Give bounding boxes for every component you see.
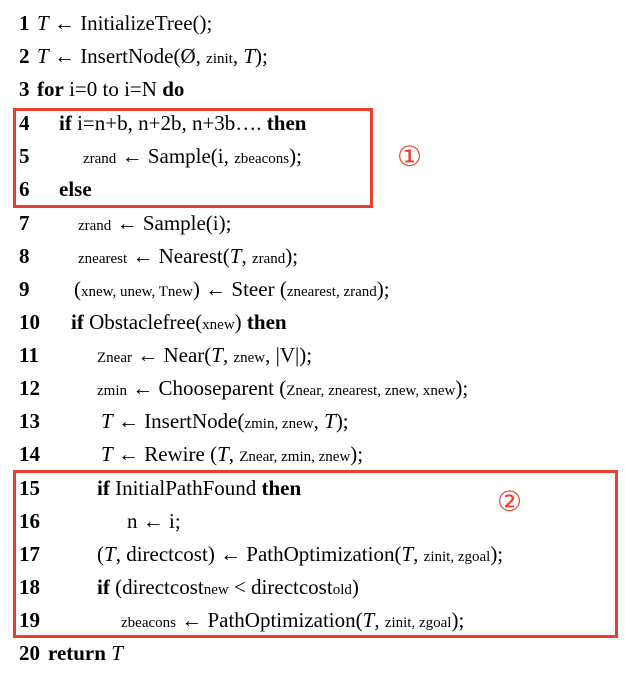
code-text: ) xyxy=(234,310,247,334)
line-number: 5 xyxy=(19,144,30,168)
code-text: ); xyxy=(490,542,504,566)
line-number: 19 xyxy=(19,608,40,632)
code-text: , xyxy=(313,409,325,433)
code-text: ); xyxy=(455,376,469,400)
line-number: 7 xyxy=(19,211,30,235)
line-code xyxy=(74,273,390,309)
code-text: , xyxy=(241,244,252,268)
code-text: zmin xyxy=(97,383,127,399)
code-text: ← Sample(i); xyxy=(111,211,232,235)
code-text: ← PathOptimization( xyxy=(175,608,363,632)
line-number: 8 xyxy=(19,244,30,268)
code-text: T xyxy=(101,409,113,433)
code-text: , directcost) ← PathOptimization( xyxy=(115,542,402,566)
code-text: , xyxy=(228,442,240,466)
line-number: 4 xyxy=(19,111,30,135)
code-text: ); xyxy=(285,244,299,268)
line-code xyxy=(101,438,363,474)
line-number: 10 xyxy=(19,310,40,334)
code-text: znew xyxy=(233,350,266,366)
keyword: if xyxy=(71,310,84,334)
code-text: Obstaclefree( xyxy=(83,310,203,334)
code-text: ( xyxy=(97,542,104,566)
code-text: zmin, znew xyxy=(244,416,314,432)
line-code xyxy=(101,405,349,441)
code-text: i=n+b, n+2b, n+3b…. xyxy=(71,111,267,135)
code-text: xnew xyxy=(202,317,235,333)
code-text: ← InsertNode( xyxy=(112,409,245,433)
code-text: T xyxy=(37,11,49,35)
line-number: 3 xyxy=(19,77,30,101)
line-number: 13 xyxy=(19,409,40,433)
line-code xyxy=(78,240,298,276)
keyword: if xyxy=(59,111,72,135)
highlight-box-2 xyxy=(13,470,618,638)
code-text: Tnew xyxy=(158,284,193,300)
code-text: xnew, unew, xyxy=(81,284,159,300)
code-text: ( xyxy=(74,277,81,301)
code-text: (directcost xyxy=(109,575,204,599)
code-text: init xyxy=(212,51,233,67)
code-text: ← Nearest( xyxy=(127,244,230,268)
code-text: , |V|); xyxy=(265,343,313,367)
code-text: old xyxy=(332,582,352,598)
line-number: 9 xyxy=(19,277,30,301)
code-text: zrand xyxy=(251,251,286,267)
line-number: 17 xyxy=(19,542,40,566)
keyword: do xyxy=(162,77,185,101)
line-number: 20 xyxy=(19,641,40,665)
code-text: n ← i; xyxy=(127,509,181,533)
code-text: T xyxy=(211,343,223,367)
code-text: T xyxy=(104,542,116,566)
code-text: z xyxy=(206,51,213,67)
code-text: T xyxy=(243,44,256,68)
code-text: zrand xyxy=(78,218,112,234)
code-text: ← Near( xyxy=(131,343,212,367)
line-code xyxy=(78,207,231,243)
code-text: , xyxy=(222,343,234,367)
keyword: then xyxy=(246,310,287,334)
code-text: ) ← Steer ( xyxy=(192,277,287,301)
highlight-box-1 xyxy=(13,108,373,208)
code-text: ← InsertNode(Ø, xyxy=(48,44,207,68)
marker-1: ① xyxy=(397,140,423,173)
line-code xyxy=(37,40,268,76)
code-text: ← InitializeTree(); xyxy=(48,11,213,35)
code-text: ); xyxy=(376,277,390,301)
line-number: 18 xyxy=(19,575,40,599)
code-text: znearest xyxy=(78,251,128,267)
code-text: zbeacons xyxy=(121,615,176,631)
code-text: i=0 to i=N xyxy=(63,77,163,101)
keyword: if xyxy=(97,575,110,599)
code-text: ) xyxy=(351,575,359,599)
code-text: znearest, zrand xyxy=(286,284,377,300)
line-number: 2 xyxy=(19,44,30,68)
code-text: , xyxy=(413,542,424,566)
code-text: , xyxy=(374,608,385,632)
code-text: ← Chooseparent ( xyxy=(127,376,287,400)
code-text: T xyxy=(229,244,242,268)
code-text: , xyxy=(232,44,244,68)
line-number: 14 xyxy=(19,442,40,466)
line-code xyxy=(37,73,184,106)
line-number: 15 xyxy=(19,476,40,500)
code-text: ); xyxy=(289,144,302,168)
code-text: zinit, zgoal xyxy=(384,615,452,631)
code-text: zbeacons xyxy=(234,151,290,167)
line-number: 6 xyxy=(19,177,30,201)
code-text: ← Rewire ( xyxy=(112,442,218,466)
code-text: zinit, zgoal xyxy=(423,549,491,565)
code-text: ← Sample(i, xyxy=(116,144,235,168)
code-text: T xyxy=(217,442,229,466)
keyword: then xyxy=(266,111,307,135)
code-text: < directcost xyxy=(228,575,333,599)
code-text: InitialPathFound xyxy=(109,476,262,500)
code-text: zrand xyxy=(83,151,117,167)
marker-2: ② xyxy=(497,485,523,518)
code-text: new xyxy=(203,582,229,598)
line-code xyxy=(48,637,123,670)
line-code xyxy=(97,372,468,408)
code-text: ); xyxy=(255,44,268,68)
line-number: 16 xyxy=(19,509,40,533)
line-number: 12 xyxy=(19,376,40,400)
line-number: 11 xyxy=(19,343,39,367)
code-text: T xyxy=(37,44,49,68)
keyword: if xyxy=(97,476,110,500)
code-text: T xyxy=(362,608,375,632)
code-text: T xyxy=(111,641,123,665)
code-text: Znear xyxy=(97,350,132,366)
code-text: Znear, zmin, znew xyxy=(239,449,351,465)
line-code xyxy=(37,7,212,40)
code-text: ); xyxy=(350,442,364,466)
keyword: then xyxy=(261,476,302,500)
line-code xyxy=(71,306,287,342)
line-number: 1 xyxy=(19,11,30,35)
code-text: ); xyxy=(335,409,349,433)
code-text: Znear, znearest, znew, xnew xyxy=(286,383,456,399)
code-text: T xyxy=(101,442,113,466)
keyword: else xyxy=(59,177,92,201)
code-text: ); xyxy=(451,608,465,632)
line-code xyxy=(97,339,312,375)
keyword: return xyxy=(48,641,106,665)
code-text: T xyxy=(401,542,414,566)
keyword: for xyxy=(37,77,64,101)
code-text: T xyxy=(324,409,336,433)
